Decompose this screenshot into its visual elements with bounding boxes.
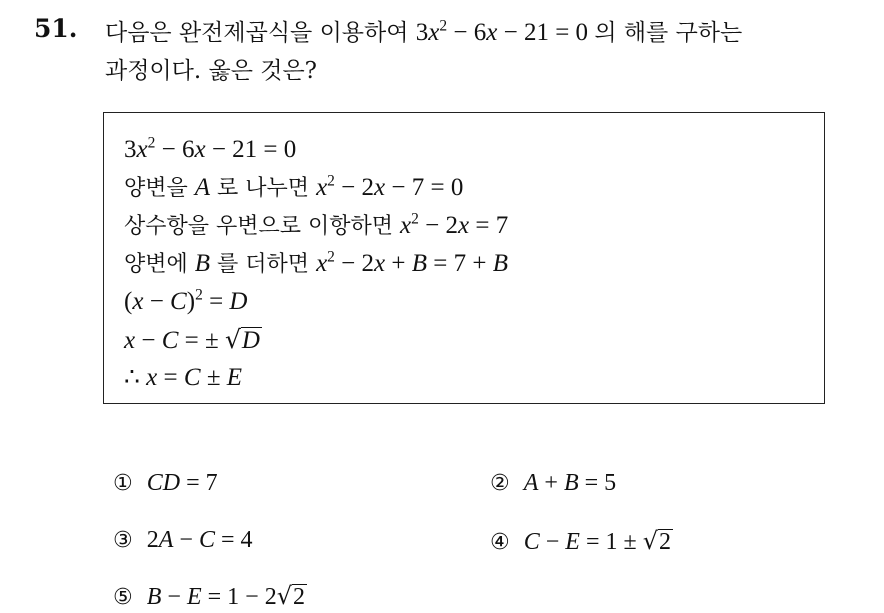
process-line-1: $3x^2 - 6x - 21 = 0$ bbox=[124, 134, 297, 163]
choice-1-number: ① bbox=[113, 471, 133, 496]
process-line-3-equation: $x^2 - 2x = 7$ bbox=[400, 210, 509, 239]
process-line-2 bbox=[124, 169, 508, 207]
stem-line-1 bbox=[105, 14, 875, 52]
stem-equation: $3x^2 - 6x - 21 = 0$ bbox=[415, 17, 595, 46]
sqrt-d: √D bbox=[224, 325, 260, 354]
process-line-4-equation: $x^2 - 2x + B = 7 + B$ bbox=[316, 248, 509, 277]
process-line-3 bbox=[124, 207, 508, 245]
stem-text-2: 의 해를 구하는 bbox=[594, 20, 743, 46]
process-line-3-text: 상수항을 우변으로 이항하면 bbox=[124, 214, 394, 239]
solution-process-box bbox=[103, 112, 825, 404]
choice-4-number: ④ bbox=[490, 530, 510, 555]
process-line-2-equation: $x^2 - 2x - 7 = 0$ bbox=[316, 172, 464, 201]
variable-b: B bbox=[194, 250, 211, 277]
process-line-4-text-2: 를 더하면 bbox=[217, 252, 310, 277]
process-line-4-text: 양변에 bbox=[124, 252, 188, 277]
process-line-5: $(x - C)^2 = D$ bbox=[124, 286, 248, 315]
sqrt-2: √2 bbox=[642, 527, 671, 555]
stem-text-1: 다음은 완전제곱식을 이용하여 bbox=[105, 20, 409, 46]
process-line-2-text: 양변을 bbox=[124, 176, 188, 201]
stem-line-2: 과정이다. 옳은 것은? bbox=[105, 58, 318, 84]
question-stem bbox=[105, 14, 875, 90]
choice-3[interactable]: ③ 2A − C = 4 bbox=[113, 527, 253, 553]
process-line-6: x − C = ± √D bbox=[124, 321, 508, 359]
choice-3-number: ③ bbox=[113, 528, 133, 553]
choice-4[interactable]: ④ C − E = 1 ± √2 bbox=[490, 527, 671, 555]
variable-a: A bbox=[194, 174, 211, 201]
question-number: 51. bbox=[34, 14, 78, 43]
choice-5[interactable]: ⑤ B − E = 1 − 2√2 bbox=[113, 582, 305, 610]
process-line-4 bbox=[124, 245, 508, 283]
choice-2-number: ② bbox=[490, 471, 510, 496]
process-line-2-text-2: 로 나누면 bbox=[217, 176, 310, 201]
choice-2[interactable]: ② A + B = 5 bbox=[490, 470, 617, 496]
choice-5-number: ⑤ bbox=[113, 585, 133, 610]
sqrt-2b: √2 bbox=[276, 582, 305, 610]
choice-1[interactable]: ① CD = 7 bbox=[113, 470, 218, 496]
process-line-7: ∴ x = C ± E bbox=[124, 364, 243, 391]
